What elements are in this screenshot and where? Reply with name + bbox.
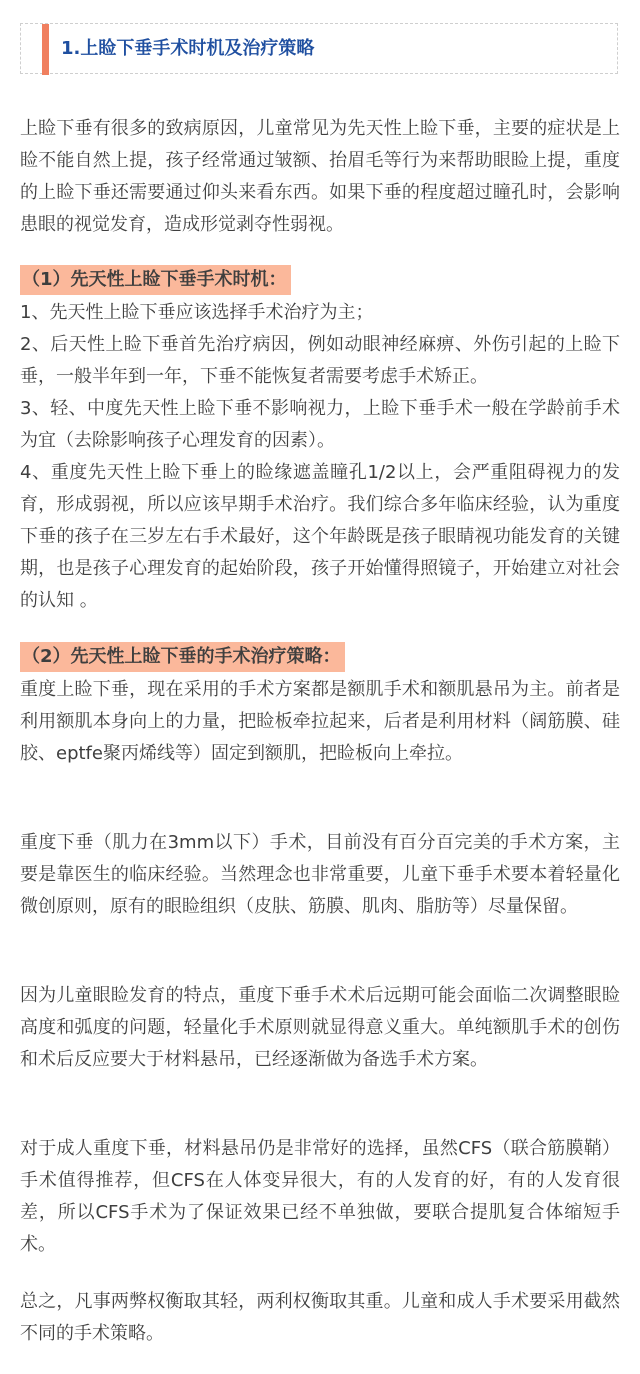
section2-paragraph-1: 重度上睑下垂，现在采用的手术方案都是额肌手术和额肌悬吊为主。前者是利用额肌本身向上的力量，把睑板牵拉起来，后者是利用材料（阔筋膜、硅胶、eptfe聚丙烯线等）固定到额肌，把睑板向上牵拉。 [20, 679, 620, 764]
section-title-box [20, 23, 618, 74]
section2-paragraph-4: 对于成人重度下垂，材料悬吊仍是非常好的选择，虽然CFS（联合筋膜鞘）手术值得推荐，但CFS在人体变异很大，有的人发育的好，有的人发育很差，所以CFS手术为了保证效果已经不单独做，要联合提肌复合体缩短手术。 [20, 1138, 620, 1255]
title-accent-bar [42, 24, 49, 75]
section1-item-3: 3、轻、中度先天性上睑下垂不影响视力，上睑下垂手术一般在学龄前手术为宜（去除影响孩子心理发育的因素）。 [20, 398, 620, 451]
section2-paragraph-3: 因为儿童眼睑发育的特点，重度下垂手术术后远期可能会面临二次调整眼睑高度和弧度的问题，轻量化手术原则就显得意义重大。单纯额肌手术的创伤和术后反应要大于材料悬吊，已经逐渐做为备选手术方案。 [20, 985, 620, 1070]
section2-heading: （2）先天性上睑下垂的手术治疗策略： [20, 642, 345, 672]
section2-paragraph-2: 重度下垂（肌力在3mm以下）手术，目前没有百分百完美的手术方案，主要是靠医生的临床经验。当然理念也非常重要，儿童下垂手术要本着轻量化微创原则，原有的眼睑组织（皮肤、筋膜、肌肉、脂肪等）尽量保留。 [20, 832, 620, 917]
section-title: 1.上睑下垂手术时机及治疗策略 [61, 38, 315, 59]
section1-item-2: 2、后天性上睑下垂首先治疗病因，例如动眼神经麻痹、外伤引起的上睑下垂，一般半年到一年，下垂不能恢复者需要考虑手术矫正。 [20, 334, 620, 387]
section2-heading-wrap [20, 642, 345, 672]
section1-heading: （1）先天性上睑下垂手术时机： [20, 265, 291, 295]
section1-item-1: 1、先天性上睑下垂应该选择手术治疗为主； [20, 302, 374, 323]
section1-item-4: 4、重度先天性上睑下垂上的睑缘遮盖瞳孔1/2以上，会严重阻碍视力的发育，形成弱视，所以应该早期手术治疗。我们综合多年临床经验，认为重度下垂的孩子在三岁左右手术最好，这个年龄既是孩子眼睛视功能发育的关键期，也是孩子心理发育的起始阶段，孩子开始懂得照镜子，开始建立对社会的认知 。 [20, 462, 620, 611]
intro-paragraph: 上睑下垂有很多的致病原因，儿童常见为先天性上睑下垂，主要的症状是上睑不能自然上提，孩子经常通过皱额、抬眉毛等行为来帮助眼睑上提，重度的上睑下垂还需要通过仰头来看东西。如果下垂的程度超过瞳孔时，会影响患眼的视觉发育，造成形觉剥夺性弱视。 [20, 118, 620, 235]
section2-paragraph-5: 总之，凡事两弊权衡取其轻，两利权衡取其重。儿童和成人手术要采用截然不同的手术策略。 [20, 1291, 620, 1344]
section1-heading-wrap [20, 265, 291, 295]
